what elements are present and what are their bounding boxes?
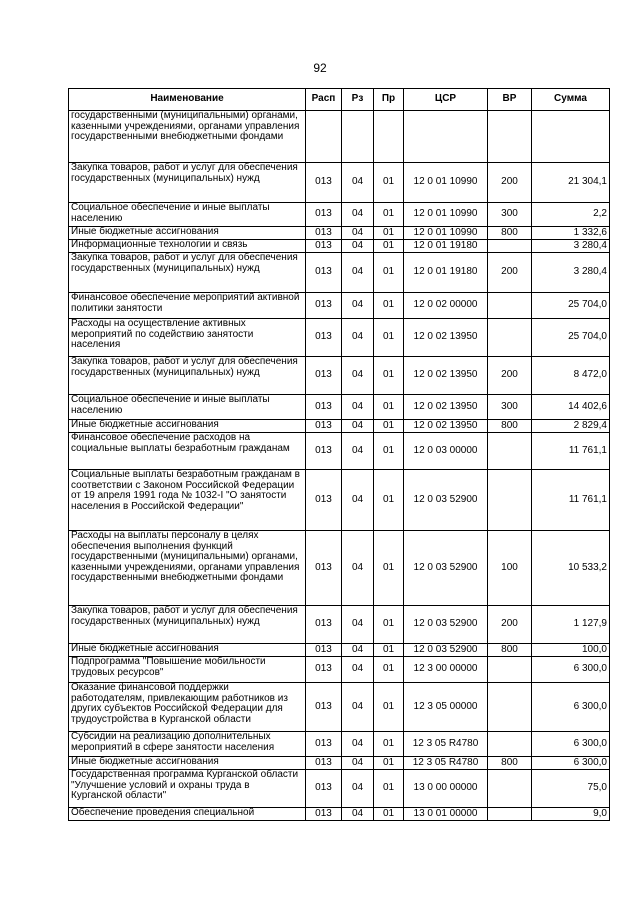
cell-rz: 04 — [342, 357, 374, 395]
cell-rasp: 013 — [306, 732, 342, 757]
header-pr: Пр — [374, 89, 404, 111]
cell-name: государственными (муниципальными) органами, казенными учреждениями, органами управления государственными внебюджетными фондами — [69, 111, 306, 163]
cell-sum: 3 280,4 — [532, 240, 610, 253]
cell-rasp: 013 — [306, 470, 342, 531]
cell-rz: 04 — [342, 420, 374, 433]
table-row — [69, 319, 610, 357]
header-rasp: Расп — [306, 89, 342, 111]
cell-pr: 01 — [374, 683, 404, 732]
cell-vr — [488, 293, 532, 319]
cell-name: Расходы на выплаты персоналу в целях обеспечения выполнения функций государственными (муниципальными) органами, казенными учреждениями, органами управления государственными внебюджетными фондами — [69, 531, 306, 606]
cell-rasp: 013 — [306, 757, 342, 770]
cell-csr: 12 0 02 13950 — [404, 357, 488, 395]
cell-csr: 12 0 01 10990 — [404, 203, 488, 227]
cell-sum: 25 704,0 — [532, 319, 610, 357]
table-row — [69, 111, 610, 163]
cell-vr: 200 — [488, 253, 532, 293]
cell-csr: 12 0 03 52900 — [404, 644, 488, 657]
cell-csr: 12 0 02 13950 — [404, 395, 488, 420]
cell-pr: 01 — [374, 657, 404, 683]
cell-rz: 04 — [342, 227, 374, 240]
cell-rasp — [306, 111, 342, 163]
cell-rasp: 013 — [306, 163, 342, 203]
cell-csr — [404, 111, 488, 163]
cell-rasp: 013 — [306, 606, 342, 644]
cell-rz: 04 — [342, 163, 374, 203]
table-body — [69, 111, 610, 821]
cell-rz: 04 — [342, 808, 374, 821]
cell-rasp: 013 — [306, 240, 342, 253]
cell-rz: 04 — [342, 531, 374, 606]
cell-sum: 2,2 — [532, 203, 610, 227]
table-row — [69, 757, 610, 770]
cell-rasp: 013 — [306, 253, 342, 293]
cell-vr — [488, 808, 532, 821]
cell-sum: 100,0 — [532, 644, 610, 657]
cell-name: Иные бюджетные ассигнования — [69, 644, 306, 657]
cell-rasp: 013 — [306, 293, 342, 319]
cell-rz: 04 — [342, 433, 374, 470]
cell-sum: 14 402,6 — [532, 395, 610, 420]
cell-rasp: 013 — [306, 531, 342, 606]
cell-sum: 6 300,0 — [532, 757, 610, 770]
table-row — [69, 644, 610, 657]
cell-sum: 11 761,1 — [532, 470, 610, 531]
cell-sum: 1 332,6 — [532, 227, 610, 240]
cell-pr: 01 — [374, 808, 404, 821]
header-csr: ЦСР — [404, 89, 488, 111]
cell-rz: 04 — [342, 683, 374, 732]
cell-csr: 12 0 01 10990 — [404, 227, 488, 240]
cell-name: Обеспечение проведения специальной — [69, 808, 306, 821]
table-row — [69, 732, 610, 757]
table-row — [69, 808, 610, 821]
cell-pr: 01 — [374, 293, 404, 319]
cell-pr: 01 — [374, 732, 404, 757]
cell-rasp: 013 — [306, 420, 342, 433]
cell-rasp: 013 — [306, 319, 342, 357]
cell-vr — [488, 657, 532, 683]
cell-csr: 12 0 02 13950 — [404, 319, 488, 357]
cell-rz: 04 — [342, 319, 374, 357]
cell-name: Субсидии на реализацию дополнительных мероприятий в сфере занятости населения — [69, 732, 306, 757]
page-number: 92 — [313, 61, 327, 75]
cell-name: Финансовое обеспечение мероприятий активной политики занятости — [69, 293, 306, 319]
cell-rz: 04 — [342, 240, 374, 253]
cell-csr: 12 0 02 13950 — [404, 420, 488, 433]
cell-csr: 12 3 05 R4780 — [404, 732, 488, 757]
cell-name: Подпрограмма "Повышение мобильности трудовых ресурсов" — [69, 657, 306, 683]
cell-csr: 12 0 03 52900 — [404, 470, 488, 531]
cell-csr: 12 0 02 00000 — [404, 293, 488, 319]
cell-rz: 04 — [342, 395, 374, 420]
header-rz: Рз — [342, 89, 374, 111]
table-row — [69, 420, 610, 433]
cell-sum: 9,0 — [532, 808, 610, 821]
cell-csr: 13 0 00 00000 — [404, 770, 488, 808]
cell-sum: 6 300,0 — [532, 683, 610, 732]
cell-sum: 6 300,0 — [532, 657, 610, 683]
cell-rz — [342, 111, 374, 163]
cell-sum: 25 704,0 — [532, 293, 610, 319]
cell-vr: 300 — [488, 203, 532, 227]
cell-vr — [488, 319, 532, 357]
table-row — [69, 683, 610, 732]
cell-rasp: 013 — [306, 433, 342, 470]
cell-sum: 11 761,1 — [532, 433, 610, 470]
cell-vr: 300 — [488, 395, 532, 420]
cell-vr — [488, 470, 532, 531]
cell-pr — [374, 111, 404, 163]
table-row — [69, 470, 610, 531]
table-row — [69, 253, 610, 293]
cell-vr — [488, 433, 532, 470]
header-sum: Сумма — [532, 89, 610, 111]
cell-rz: 04 — [342, 253, 374, 293]
cell-vr: 200 — [488, 606, 532, 644]
cell-name: Социальные выплаты безработным гражданам в соответствии с Законом Российской Федерации от 19 апреля 1991 года № 1032-I "О занятости населения в Российской Федерации" — [69, 470, 306, 531]
cell-rz: 04 — [342, 757, 374, 770]
cell-name: Закупка товаров, работ и услуг для обеспечения государственных (муниципальных) нужд — [69, 606, 306, 644]
cell-pr: 01 — [374, 163, 404, 203]
cell-rz: 04 — [342, 732, 374, 757]
cell-pr: 01 — [374, 770, 404, 808]
cell-rz: 04 — [342, 203, 374, 227]
cell-csr: 12 0 01 10990 — [404, 163, 488, 203]
cell-vr: 200 — [488, 163, 532, 203]
cell-sum: 6 300,0 — [532, 732, 610, 757]
cell-pr: 01 — [374, 531, 404, 606]
cell-sum: 21 304,1 — [532, 163, 610, 203]
cell-sum: 75,0 — [532, 770, 610, 808]
cell-name: Финансовое обеспечение расходов на социальные выплаты безработным гражданам — [69, 433, 306, 470]
cell-rasp: 013 — [306, 203, 342, 227]
cell-vr: 200 — [488, 357, 532, 395]
cell-vr: 800 — [488, 420, 532, 433]
header-name: Наименование — [69, 89, 306, 111]
table-row — [69, 293, 610, 319]
cell-name: Государственная программа Курганской области "Улучшение условий и охраны труда в Курганской области" — [69, 770, 306, 808]
cell-rz: 04 — [342, 606, 374, 644]
cell-csr: 12 0 03 52900 — [404, 531, 488, 606]
table-row — [69, 531, 610, 606]
table-row — [69, 657, 610, 683]
cell-vr — [488, 111, 532, 163]
cell-vr — [488, 732, 532, 757]
cell-rz: 04 — [342, 644, 374, 657]
cell-name: Иные бюджетные ассигнования — [69, 227, 306, 240]
cell-csr: 12 3 05 R4780 — [404, 757, 488, 770]
cell-name: Закупка товаров, работ и услуг для обеспечения государственных (муниципальных) нужд — [69, 163, 306, 203]
cell-pr: 01 — [374, 395, 404, 420]
table-row — [69, 203, 610, 227]
table-row — [69, 227, 610, 240]
cell-name: Оказание финансовой поддержки работодателям, привлекающим работников из других субъектов Российской Федерации для трудоустройства в Курганской области — [69, 683, 306, 732]
table-row — [69, 433, 610, 470]
cell-rasp: 013 — [306, 395, 342, 420]
cell-pr: 01 — [374, 227, 404, 240]
cell-vr — [488, 770, 532, 808]
table-header-row — [69, 89, 610, 111]
cell-rasp: 013 — [306, 357, 342, 395]
cell-csr: 12 0 01 19180 — [404, 240, 488, 253]
cell-sum: 3 280,4 — [532, 253, 610, 293]
cell-sum — [532, 111, 610, 163]
cell-rz: 04 — [342, 770, 374, 808]
cell-name: Социальное обеспечение и иные выплаты населению — [69, 395, 306, 420]
cell-name: Закупка товаров, работ и услуг для обеспечения государственных (муниципальных) нужд — [69, 253, 306, 293]
cell-rz: 04 — [342, 293, 374, 319]
budget-table — [68, 88, 610, 821]
table-row — [69, 163, 610, 203]
cell-pr: 01 — [374, 357, 404, 395]
cell-csr: 12 3 05 00000 — [404, 683, 488, 732]
cell-csr: 13 0 01 00000 — [404, 808, 488, 821]
cell-pr: 01 — [374, 644, 404, 657]
cell-pr: 01 — [374, 433, 404, 470]
cell-csr: 12 0 03 52900 — [404, 606, 488, 644]
cell-pr: 01 — [374, 253, 404, 293]
cell-pr: 01 — [374, 203, 404, 227]
cell-csr: 12 0 01 19180 — [404, 253, 488, 293]
cell-pr: 01 — [374, 606, 404, 644]
cell-rasp: 013 — [306, 808, 342, 821]
cell-rz: 04 — [342, 657, 374, 683]
cell-name: Информационные технологии и связь — [69, 240, 306, 253]
cell-rasp: 013 — [306, 683, 342, 732]
cell-rasp: 013 — [306, 770, 342, 808]
cell-rz: 04 — [342, 470, 374, 531]
cell-vr — [488, 240, 532, 253]
cell-name: Закупка товаров, работ и услуг для обеспечения государственных (муниципальных) нужд — [69, 357, 306, 395]
cell-name: Иные бюджетные ассигнования — [69, 757, 306, 770]
cell-csr: 12 0 03 00000 — [404, 433, 488, 470]
cell-vr: 800 — [488, 757, 532, 770]
cell-name: Социальное обеспечение и иные выплаты населению — [69, 203, 306, 227]
table-row — [69, 395, 610, 420]
cell-pr: 01 — [374, 757, 404, 770]
cell-vr: 800 — [488, 227, 532, 240]
cell-rasp: 013 — [306, 644, 342, 657]
cell-vr: 100 — [488, 531, 532, 606]
cell-pr: 01 — [374, 240, 404, 253]
cell-vr — [488, 683, 532, 732]
cell-name: Расходы на осуществление активных мероприятий по содействию занятости населения — [69, 319, 306, 357]
table-row — [69, 357, 610, 395]
cell-csr: 12 3 00 00000 — [404, 657, 488, 683]
cell-sum: 2 829,4 — [532, 420, 610, 433]
cell-rasp: 013 — [306, 657, 342, 683]
cell-pr: 01 — [374, 319, 404, 357]
cell-pr: 01 — [374, 470, 404, 531]
cell-vr: 800 — [488, 644, 532, 657]
cell-pr: 01 — [374, 420, 404, 433]
header-vr: ВР — [488, 89, 532, 111]
table-row — [69, 770, 610, 808]
cell-sum: 8 472,0 — [532, 357, 610, 395]
table-row — [69, 240, 610, 253]
cell-sum: 1 127,9 — [532, 606, 610, 644]
cell-name: Иные бюджетные ассигнования — [69, 420, 306, 433]
table-row — [69, 606, 610, 644]
cell-sum: 10 533,2 — [532, 531, 610, 606]
cell-rasp: 013 — [306, 227, 342, 240]
